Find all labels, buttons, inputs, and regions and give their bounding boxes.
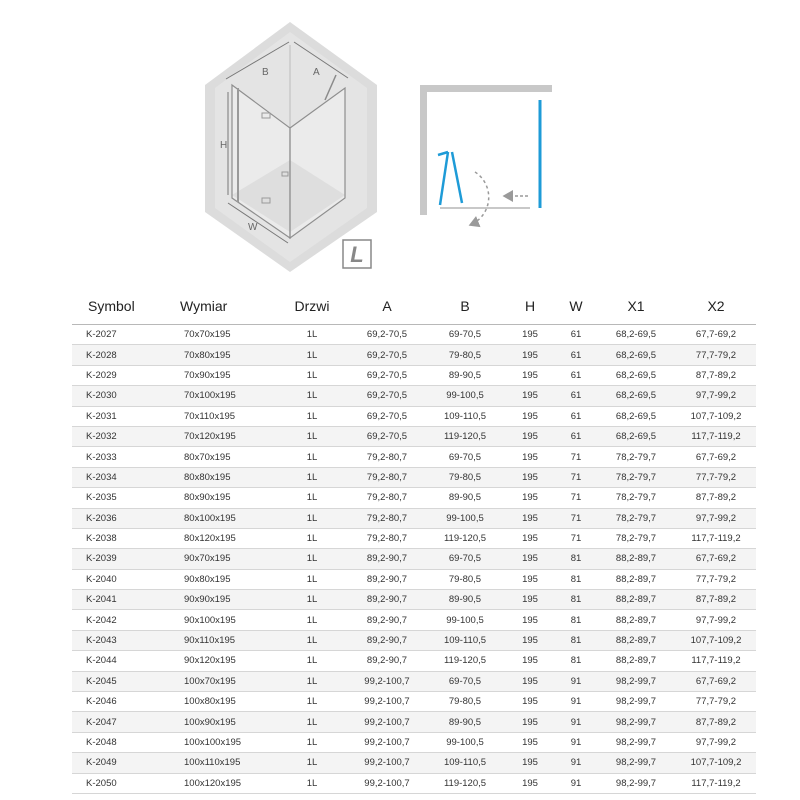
cell-h: 195 <box>504 610 556 630</box>
cell-h: 195 <box>504 365 556 385</box>
table-row <box>72 467 756 487</box>
cell-symbol: K-2038 <box>72 528 176 548</box>
cell-b: 79-80,5 <box>426 569 504 589</box>
cell-symbol: K-2039 <box>72 549 176 569</box>
iso-label-w: W <box>248 222 258 233</box>
plan-view-drawing <box>420 85 552 225</box>
cell-a: 89,2-90,7 <box>348 549 426 569</box>
cell-h: 195 <box>504 508 556 528</box>
cell-a: 99,2-100,7 <box>348 671 426 691</box>
cell-drzwi: 1L <box>276 671 348 691</box>
cell-drzwi: 1L <box>276 467 348 487</box>
cell-w: 61 <box>556 345 596 365</box>
iso-label-b: B <box>262 67 269 78</box>
cell-h: 195 <box>504 732 556 752</box>
table-row <box>72 590 756 610</box>
cell-x1: 68,2-69,5 <box>596 386 676 406</box>
table-row <box>72 345 756 365</box>
cell-b: 119-120,5 <box>426 528 504 548</box>
cell-w: 61 <box>556 426 596 446</box>
cell-x1: 88,2-89,7 <box>596 630 676 650</box>
table-row <box>72 732 756 752</box>
cell-wymiar: 100x120x195 <box>176 773 276 793</box>
cell-symbol: K-2034 <box>72 467 176 487</box>
cell-x2: 87,7-89,2 <box>676 712 756 732</box>
cell-b: 119-120,5 <box>426 651 504 671</box>
cell-x1: 78,2-79,7 <box>596 447 676 467</box>
cell-wymiar: 80x80x195 <box>176 467 276 487</box>
cell-drzwi: 1L <box>276 488 348 508</box>
table-row <box>72 508 756 528</box>
cell-x1: 98,2-99,7 <box>596 671 676 691</box>
cell-x2: 117,7-119,2 <box>676 773 756 793</box>
cell-wymiar: 100x80x195 <box>176 692 276 712</box>
cell-x1: 68,2-69,5 <box>596 365 676 385</box>
plan-wall-corner <box>420 85 552 215</box>
cell-symbol: K-2044 <box>72 651 176 671</box>
cell-x1: 98,2-99,7 <box>596 732 676 752</box>
header-x2: X2 <box>676 288 756 325</box>
cell-a: 69,2-70,5 <box>348 365 426 385</box>
cell-b: 99-100,5 <box>426 732 504 752</box>
cell-x1: 98,2-99,7 <box>596 753 676 773</box>
cell-a: 89,2-90,7 <box>348 569 426 589</box>
cell-wymiar: 70x110x195 <box>176 406 276 426</box>
cell-symbol: K-2049 <box>72 753 176 773</box>
cell-drzwi: 1L <box>276 630 348 650</box>
cell-x1: 78,2-79,7 <box>596 467 676 487</box>
header-symbol: Symbol <box>72 288 176 325</box>
cell-x2: 97,7-99,2 <box>676 610 756 630</box>
cell-b: 109-110,5 <box>426 630 504 650</box>
cell-h: 195 <box>504 345 556 365</box>
cell-symbol: K-2035 <box>72 488 176 508</box>
table-row <box>72 549 756 569</box>
cell-drzwi: 1L <box>276 345 348 365</box>
cell-x2: 97,7-99,2 <box>676 386 756 406</box>
cell-w: 71 <box>556 488 596 508</box>
cell-b: 69-70,5 <box>426 325 504 345</box>
cell-wymiar: 100x110x195 <box>176 753 276 773</box>
cell-symbol: K-2030 <box>72 386 176 406</box>
cell-b: 109-110,5 <box>426 406 504 426</box>
cell-w: 81 <box>556 590 596 610</box>
cell-a: 99,2-100,7 <box>348 773 426 793</box>
cell-symbol: K-2028 <box>72 345 176 365</box>
cell-drzwi: 1L <box>276 325 348 345</box>
cell-wymiar: 70x90x195 <box>176 365 276 385</box>
cell-a: 99,2-100,7 <box>348 753 426 773</box>
plan-door-panel-right <box>452 152 462 203</box>
cell-h: 195 <box>504 590 556 610</box>
cell-b: 89-90,5 <box>426 712 504 732</box>
cell-w: 71 <box>556 467 596 487</box>
cell-drzwi: 1L <box>276 426 348 446</box>
table-row <box>72 325 756 345</box>
cell-x1: 88,2-89,7 <box>596 590 676 610</box>
cell-symbol: K-2043 <box>72 630 176 650</box>
cell-x1: 88,2-89,7 <box>596 651 676 671</box>
cell-wymiar: 90x100x195 <box>176 610 276 630</box>
door-type-badge <box>343 240 371 268</box>
cell-drzwi: 1L <box>276 712 348 732</box>
cell-a: 89,2-90,7 <box>348 590 426 610</box>
cell-b: 89-90,5 <box>426 488 504 508</box>
cell-h: 195 <box>504 753 556 773</box>
cell-a: 79,2-80,7 <box>348 488 426 508</box>
cell-x2: 107,7-109,2 <box>676 630 756 650</box>
cell-wymiar: 80x70x195 <box>176 447 276 467</box>
cell-h: 195 <box>504 325 556 345</box>
cell-x2: 107,7-109,2 <box>676 753 756 773</box>
cell-a: 69,2-70,5 <box>348 386 426 406</box>
cell-symbol: K-2041 <box>72 590 176 610</box>
cell-x2: 77,7-79,2 <box>676 569 756 589</box>
header-wymiar: Wymiar <box>176 288 276 325</box>
cell-symbol: K-2036 <box>72 508 176 528</box>
cell-wymiar: 100x100x195 <box>176 732 276 752</box>
cell-x1: 68,2-69,5 <box>596 426 676 446</box>
header-drzwi: Drzwi <box>276 288 348 325</box>
cell-wymiar: 90x110x195 <box>176 630 276 650</box>
cell-h: 195 <box>504 467 556 487</box>
cell-symbol: K-2046 <box>72 692 176 712</box>
cell-x2: 87,7-89,2 <box>676 365 756 385</box>
cell-drzwi: 1L <box>276 528 348 548</box>
cell-wymiar: 70x100x195 <box>176 386 276 406</box>
cell-x1: 78,2-79,7 <box>596 508 676 528</box>
table-row <box>72 488 756 508</box>
cell-x2: 67,7-69,2 <box>676 671 756 691</box>
cell-x2: 77,7-79,2 <box>676 692 756 712</box>
header-a: A <box>348 288 426 325</box>
cell-b: 79-80,5 <box>426 692 504 712</box>
cell-b: 79-80,5 <box>426 345 504 365</box>
cell-x2: 117,7-119,2 <box>676 651 756 671</box>
cell-symbol: K-2047 <box>72 712 176 732</box>
cell-drzwi: 1L <box>276 365 348 385</box>
cell-b: 119-120,5 <box>426 773 504 793</box>
cell-x2: 117,7-119,2 <box>676 426 756 446</box>
cell-wymiar: 80x120x195 <box>176 528 276 548</box>
cell-a: 89,2-90,7 <box>348 630 426 650</box>
cell-drzwi: 1L <box>276 447 348 467</box>
cell-h: 195 <box>504 406 556 426</box>
cell-w: 81 <box>556 569 596 589</box>
cell-symbol: K-2045 <box>72 671 176 691</box>
cell-w: 71 <box>556 508 596 528</box>
cell-wymiar: 90x120x195 <box>176 651 276 671</box>
cell-x2: 77,7-79,2 <box>676 345 756 365</box>
door-type-letter: L <box>350 242 364 267</box>
cell-w: 91 <box>556 753 596 773</box>
table-row <box>72 365 756 385</box>
cell-a: 69,2-70,5 <box>348 406 426 426</box>
cell-h: 195 <box>504 630 556 650</box>
header-b: B <box>426 288 504 325</box>
cell-h: 195 <box>504 426 556 446</box>
cell-a: 79,2-80,7 <box>348 447 426 467</box>
table-row <box>72 630 756 650</box>
cell-w: 81 <box>556 610 596 630</box>
table-row <box>72 671 756 691</box>
cell-wymiar: 100x90x195 <box>176 712 276 732</box>
isometric-enclosure-drawing <box>205 22 377 272</box>
cell-a: 89,2-90,7 <box>348 651 426 671</box>
product-diagrams <box>0 0 800 285</box>
cell-symbol: K-2050 <box>72 773 176 793</box>
cell-x1: 98,2-99,7 <box>596 712 676 732</box>
cell-h: 195 <box>504 488 556 508</box>
cell-drzwi: 1L <box>276 508 348 528</box>
cell-x1: 78,2-79,7 <box>596 528 676 548</box>
iso-label-h: H <box>220 140 228 151</box>
cell-w: 61 <box>556 386 596 406</box>
cell-w: 61 <box>556 365 596 385</box>
plan-door-panel-left <box>440 152 448 205</box>
cell-symbol: K-2029 <box>72 365 176 385</box>
table-row <box>72 426 756 446</box>
cell-wymiar: 90x70x195 <box>176 549 276 569</box>
header-h: H <box>504 288 556 325</box>
plan-swing-arrow <box>470 172 489 225</box>
cell-symbol: K-2032 <box>72 426 176 446</box>
cell-x2: 67,7-69,2 <box>676 549 756 569</box>
cell-b: 99-100,5 <box>426 508 504 528</box>
cell-h: 195 <box>504 549 556 569</box>
cell-b: 119-120,5 <box>426 426 504 446</box>
cell-w: 61 <box>556 325 596 345</box>
cell-b: 69-70,5 <box>426 671 504 691</box>
cell-drzwi: 1L <box>276 651 348 671</box>
table-row <box>72 753 756 773</box>
cell-w: 81 <box>556 630 596 650</box>
cell-wymiar: 70x70x195 <box>176 325 276 345</box>
cell-a: 89,2-90,7 <box>348 610 426 630</box>
cell-b: 69-70,5 <box>426 549 504 569</box>
cell-w: 81 <box>556 651 596 671</box>
cell-a: 69,2-70,5 <box>348 426 426 446</box>
cell-symbol: K-2027 <box>72 325 176 345</box>
cell-symbol: K-2042 <box>72 610 176 630</box>
cell-b: 109-110,5 <box>426 753 504 773</box>
table-row <box>72 569 756 589</box>
table-row <box>72 692 756 712</box>
cell-x2: 87,7-89,2 <box>676 488 756 508</box>
cell-x1: 68,2-69,5 <box>596 406 676 426</box>
cell-a: 69,2-70,5 <box>348 345 426 365</box>
cell-wymiar: 80x100x195 <box>176 508 276 528</box>
iso-label-a: A <box>313 67 320 78</box>
cell-wymiar: 80x90x195 <box>176 488 276 508</box>
cell-x1: 68,2-69,5 <box>596 325 676 345</box>
table-body <box>72 325 756 794</box>
cell-a: 79,2-80,7 <box>348 508 426 528</box>
cell-b: 69-70,5 <box>426 447 504 467</box>
cell-w: 91 <box>556 773 596 793</box>
cell-x1: 78,2-79,7 <box>596 488 676 508</box>
diagram-canvas <box>0 0 800 285</box>
cell-drzwi: 1L <box>276 590 348 610</box>
cell-h: 195 <box>504 692 556 712</box>
cell-x2: 67,7-69,2 <box>676 325 756 345</box>
cell-w: 71 <box>556 447 596 467</box>
cell-w: 81 <box>556 549 596 569</box>
cell-w: 71 <box>556 528 596 548</box>
cell-h: 195 <box>504 569 556 589</box>
header-x1: X1 <box>596 288 676 325</box>
cell-h: 195 <box>504 773 556 793</box>
cell-x2: 77,7-79,2 <box>676 467 756 487</box>
table-row <box>72 773 756 793</box>
cell-b: 79-80,5 <box>426 467 504 487</box>
cell-drzwi: 1L <box>276 692 348 712</box>
cell-x1: 98,2-99,7 <box>596 773 676 793</box>
cell-drzwi: 1L <box>276 753 348 773</box>
cell-a: 79,2-80,7 <box>348 467 426 487</box>
cell-h: 195 <box>504 447 556 467</box>
cell-a: 99,2-100,7 <box>348 732 426 752</box>
cell-w: 91 <box>556 671 596 691</box>
table-row <box>72 406 756 426</box>
cell-b: 89-90,5 <box>426 590 504 610</box>
table-row <box>72 447 756 467</box>
cell-h: 195 <box>504 671 556 691</box>
cell-x2: 87,7-89,2 <box>676 590 756 610</box>
cell-a: 69,2-70,5 <box>348 325 426 345</box>
cell-x2: 117,7-119,2 <box>676 528 756 548</box>
cell-h: 195 <box>504 651 556 671</box>
cell-w: 91 <box>556 692 596 712</box>
cell-wymiar: 70x80x195 <box>176 345 276 365</box>
cell-w: 61 <box>556 406 596 426</box>
cell-symbol: K-2048 <box>72 732 176 752</box>
cell-drzwi: 1L <box>276 732 348 752</box>
table-row <box>72 386 756 406</box>
specification-table <box>72 288 756 794</box>
cell-w: 91 <box>556 732 596 752</box>
table-row <box>72 528 756 548</box>
cell-wymiar: 70x120x195 <box>176 426 276 446</box>
cell-drzwi: 1L <box>276 406 348 426</box>
cell-x2: 97,7-99,2 <box>676 508 756 528</box>
cell-x2: 67,7-69,2 <box>676 447 756 467</box>
table-row <box>72 651 756 671</box>
cell-b: 99-100,5 <box>426 610 504 630</box>
cell-a: 79,2-80,7 <box>348 528 426 548</box>
cell-x1: 88,2-89,7 <box>596 549 676 569</box>
cell-drzwi: 1L <box>276 386 348 406</box>
cell-a: 99,2-100,7 <box>348 712 426 732</box>
cell-drzwi: 1L <box>276 549 348 569</box>
cell-a: 99,2-100,7 <box>348 692 426 712</box>
table-header-row <box>72 288 756 325</box>
cell-wymiar: 100x70x195 <box>176 671 276 691</box>
cell-symbol: K-2033 <box>72 447 176 467</box>
cell-x2: 107,7-109,2 <box>676 406 756 426</box>
cell-symbol: K-2040 <box>72 569 176 589</box>
cell-x1: 88,2-89,7 <box>596 569 676 589</box>
header-w: W <box>556 288 596 325</box>
cell-drzwi: 1L <box>276 569 348 589</box>
cell-h: 195 <box>504 386 556 406</box>
table-row <box>72 610 756 630</box>
cell-symbol: K-2031 <box>72 406 176 426</box>
table-row <box>72 712 756 732</box>
cell-w: 91 <box>556 712 596 732</box>
cell-x1: 88,2-89,7 <box>596 610 676 630</box>
cell-wymiar: 90x80x195 <box>176 569 276 589</box>
cell-wymiar: 90x90x195 <box>176 590 276 610</box>
cell-h: 195 <box>504 712 556 732</box>
cell-h: 195 <box>504 528 556 548</box>
cell-x1: 98,2-99,7 <box>596 692 676 712</box>
cell-x2: 97,7-99,2 <box>676 732 756 752</box>
cell-b: 99-100,5 <box>426 386 504 406</box>
cell-x1: 68,2-69,5 <box>596 345 676 365</box>
cell-drzwi: 1L <box>276 610 348 630</box>
cell-b: 89-90,5 <box>426 365 504 385</box>
cell-drzwi: 1L <box>276 773 348 793</box>
